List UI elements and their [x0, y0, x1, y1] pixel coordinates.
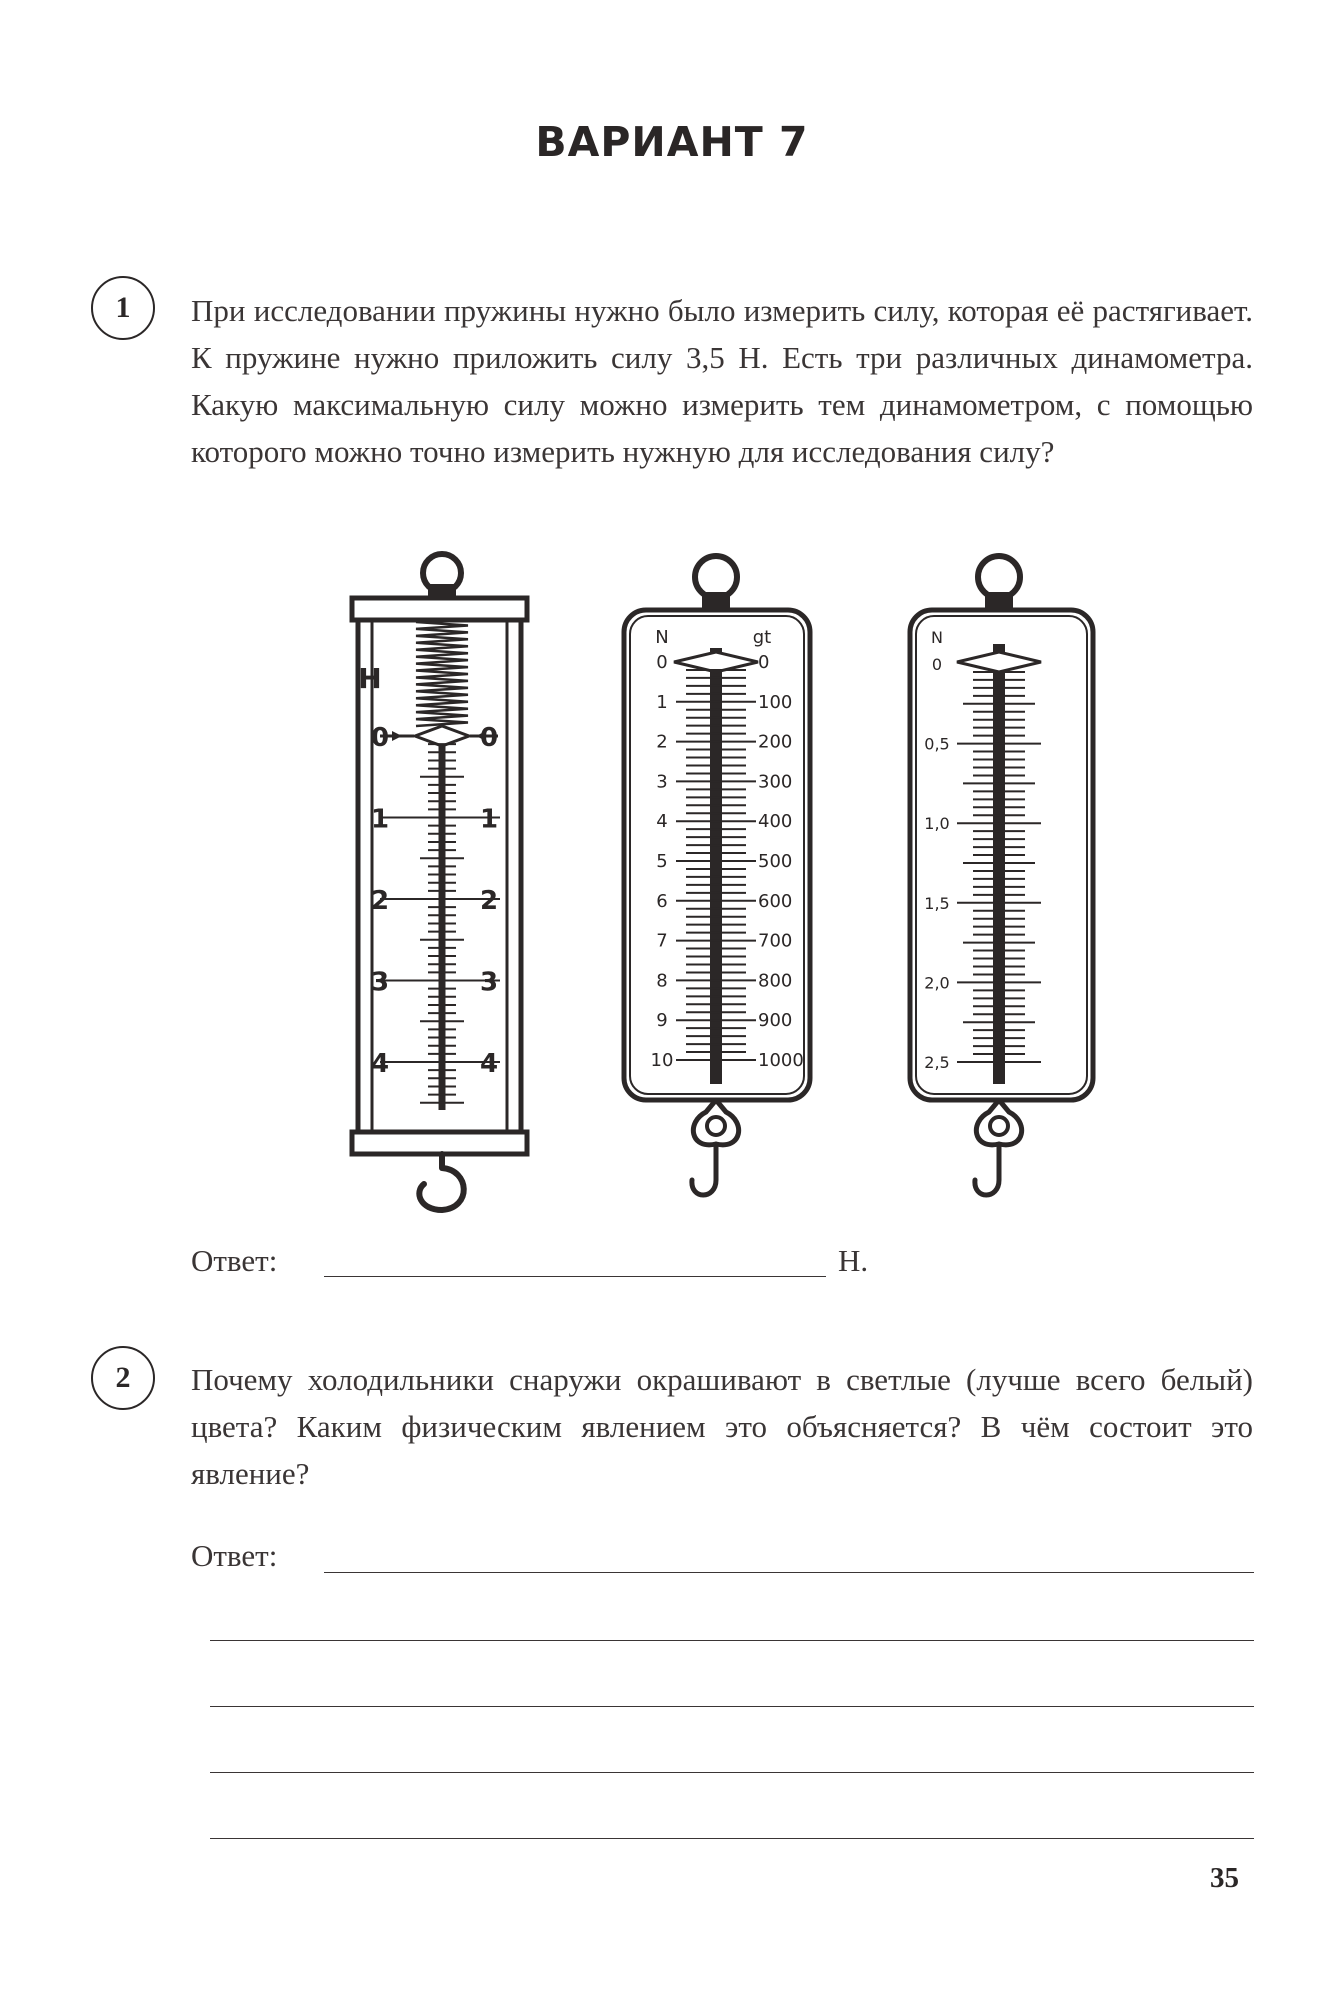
dynamometer-1-right-label: 0: [479, 723, 499, 753]
task-2-answer-label: Ответ:: [191, 1538, 278, 1573]
task-2-number: 2: [91, 1346, 155, 1410]
dynamometer-2-right-label: 1000: [758, 1050, 804, 1071]
dynamometer-2-left-label: 4: [656, 811, 668, 833]
dynamometer-3-pointer: [957, 652, 1041, 672]
dynamometer-1-left-label: 3: [370, 967, 390, 998]
variant-title: ВАРИАНТ 7: [535, 118, 809, 166]
dynamometer-2-right-label: 500: [758, 851, 793, 872]
dynamometer-3-unit: N: [931, 628, 943, 647]
dynamometer-2-right-label: 300: [758, 771, 793, 793]
dynamometer-2-right-label: 200: [758, 731, 793, 753]
dynamometer-1-left-label: 1: [370, 804, 390, 835]
task-2-answer-line-1[interactable]: [324, 1572, 1254, 1573]
dynamometer-3-labels: [924, 655, 949, 1072]
task-1-answer-label: Ответ:: [191, 1243, 278, 1278]
dynamometer-1-hook: [419, 1154, 463, 1210]
dynamometer-2-right-label: 700: [758, 930, 793, 952]
dynamometer-2-ring: [695, 556, 737, 598]
dynamometer-1-unit: Н: [358, 662, 382, 695]
task-2-answer-line-3[interactable]: [210, 1706, 1254, 1707]
dynamometer-1-left-label: 0: [370, 723, 390, 753]
task-2-text: Почему холодильники снаружи окрашивают в светлые (лучше всего белый) цвета? Каким физическим явлением это объясняется? В чём состоит это явление?: [191, 1362, 1253, 1491]
dynamometer-3: [910, 556, 1093, 1195]
dynamometer-3-label: 2,0: [924, 973, 950, 993]
dynamometer-1-pointer: [415, 726, 469, 746]
dynamometer-2-left-label: 6: [656, 890, 668, 912]
dynamometer-2-left-label: 7: [656, 930, 668, 952]
dynamometer-3-label: 1,5: [924, 893, 950, 913]
dynamometer-2-left-label: 0: [656, 652, 668, 673]
dynamometer-3-label: 1,0: [924, 814, 950, 834]
dynamometer-3-label: 0: [931, 655, 943, 674]
dynamometer-1-left-label: 2: [370, 886, 390, 916]
dynamometer-2-hook: [692, 1100, 739, 1195]
task-2-answer-line-4[interactable]: [210, 1772, 1254, 1773]
dynamometers-figure: [0, 540, 1344, 1240]
page-number: 35: [1210, 1862, 1239, 1894]
task-1-answer-unit: Н.: [838, 1243, 869, 1278]
dynamometer-2-right-label: 900: [758, 1010, 793, 1032]
dynamometer-2: [624, 556, 810, 1195]
dynamometer-2-right-label: 600: [758, 890, 793, 912]
dynamometer-1-left-label: 4: [370, 1049, 390, 1079]
dynamometer-2-left-label: 3: [656, 771, 668, 793]
dynamometer-2-right-label: 800: [758, 970, 793, 992]
dynamometer-2-left-label: 5: [656, 851, 668, 872]
task-1-text: При исследовании пружины нужно было измерить силу, которая её растягивает. К пружине нужно приложить силу 3,5 Н. Есть три различных динамометра. Какую максимальную силу можно измерить тем динамометром, с помощью которого можно точно измерить нужную для исследования силу?: [191, 293, 1253, 469]
dynamometer-1: [352, 554, 527, 1210]
dynamometer-1-right-label: 2: [479, 886, 499, 916]
dynamometer-2-right-unit: gt: [752, 627, 772, 648]
dynamometer-3-label: 0,5: [924, 734, 950, 754]
dynamometer-2-left-label: 2: [656, 731, 668, 753]
dynamometer-1-right-label: 4: [479, 1049, 499, 1079]
dynamometer-2-left-label: 1: [656, 691, 668, 713]
dynamometer-1-spring: [416, 622, 468, 726]
dynamometer-3-hook: [975, 1100, 1022, 1195]
dynamometer-1-right-label: 1: [479, 804, 499, 835]
dynamometer-3-label: 2,5: [924, 1053, 950, 1072]
task-2-answer-line-2[interactable]: [210, 1640, 1254, 1641]
task-1-number: 1: [91, 276, 155, 340]
dynamometer-2-left-unit: N: [655, 627, 669, 648]
task-1-answer-line[interactable]: [324, 1276, 826, 1277]
dynamometer-2-left-label: 9: [656, 1010, 668, 1032]
dynamometer-1-right-label: 3: [479, 967, 499, 998]
dynamometer-3-ring: [978, 556, 1020, 598]
dynamometer-2-left-label: 8: [656, 970, 668, 992]
dynamometer-2-right-label: 400: [758, 811, 793, 833]
dynamometer-2-right-label: 100: [758, 691, 793, 713]
task-2-answer-line-5[interactable]: [210, 1838, 1254, 1839]
dynamometer-2-right-label: 0: [758, 652, 770, 673]
dynamometer-2-left-label: 10: [650, 1050, 674, 1071]
